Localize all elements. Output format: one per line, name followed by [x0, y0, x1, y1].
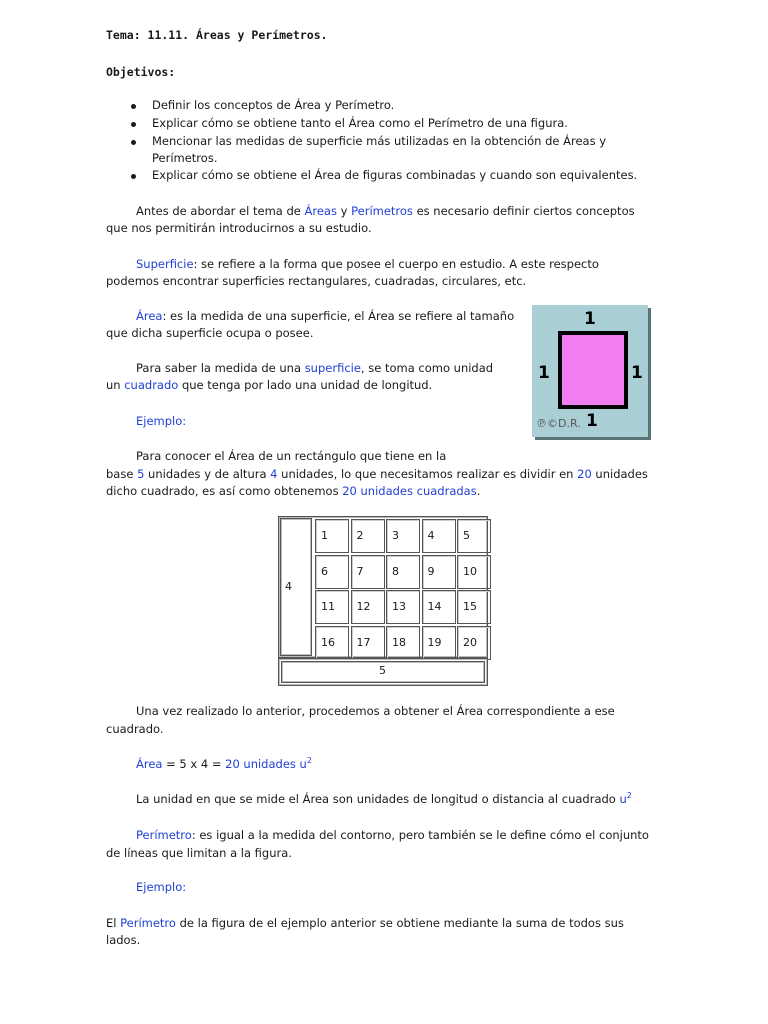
superficie-link[interactable]: superficie	[304, 361, 361, 375]
grid-cell: 5	[457, 519, 491, 553]
superficie-line-2: podemos encontrar superficies rectangulares, cuadradas, circulares, etc.	[106, 274, 527, 288]
bullet	[131, 122, 136, 127]
grid-cell: 9	[422, 555, 456, 589]
area-term[interactable]: Área	[136, 309, 163, 323]
cuadrado-link[interactable]: cuadrado	[124, 378, 179, 392]
superficie-definition: Superficie: se refiere a la forma que posee el cuerpo en estudio. A este respecto	[136, 257, 599, 271]
unidad-line-1: Para saber la medida de una superficie, se toma como unidad	[136, 361, 494, 375]
bullet	[131, 104, 136, 109]
perimetro-definition: Perímetro: es igual a la medida del contorno, pero también se le define cómo el conjunto	[136, 828, 649, 842]
intro-line-1: Antes de abordar el tema de Áreas y Perímetros es necesario definir ciertos conceptos	[136, 204, 635, 218]
area-grid	[278, 516, 490, 688]
unit-line: La unidad en que se mide el Área son unidades de longitud o distancia al cuadrado $u^2$	[136, 791, 632, 806]
top-side-label: 1	[584, 309, 596, 329]
grid-cell: 1	[315, 519, 349, 553]
final-line-2: lados.	[106, 933, 141, 947]
area-formula: Área = 5 x 4 = 20 unidades $u^2$	[136, 756, 312, 771]
perimetro-line-2: de líneas que limitan a la figura.	[106, 846, 292, 860]
final-line-1: El Perímetro de la figura de el ejemplo anterior se obtiene mediante la suma de todos sus	[106, 916, 624, 930]
grid-cell: 6	[315, 555, 349, 589]
bottom-side-label: 1	[586, 411, 598, 431]
height-label: 4	[285, 580, 292, 593]
objective-item: Explicar cómo se obtiene tanto el Área como el Perímetro de una figura.	[152, 116, 568, 130]
grid-cell: 3	[386, 519, 420, 553]
grid-cell: 11	[315, 590, 349, 624]
perimetros-link[interactable]: Perímetros	[351, 204, 413, 218]
page-title: Tema: 11.11. Áreas y Perímetros.	[106, 28, 328, 42]
rect-line-3: dicho cuadrado, es así como obtenemos 20 unidades cuadradas.	[106, 484, 481, 498]
areas-link[interactable]: Áreas	[304, 204, 337, 218]
base-label: 5	[379, 664, 386, 677]
grid-cell: 18	[386, 626, 420, 660]
grid-cell: 7	[351, 555, 385, 589]
grid-cell: 15	[457, 590, 491, 624]
grid-cell: 8	[386, 555, 420, 589]
right-side-label: 1	[631, 363, 643, 383]
superficie-term[interactable]: Superficie	[136, 257, 194, 271]
rect-line-1: Para conocer el Área de un rectángulo que tiene en la	[136, 449, 447, 463]
objective-item: Definir los conceptos de Área y Perímetro.	[152, 98, 395, 112]
unidad-line-2: un cuadrado que tenga por lado una unidad de longitud.	[106, 378, 433, 392]
objective-item: Explicar cómo se obtiene el Área de figuras combinadas y cuando son equivalentes.	[152, 168, 638, 182]
area-line-2: que dicha superficie ocupa o posee.	[106, 326, 314, 340]
objective-item: Mencionar las medidas de superficie más utilizadas en la obtención de Áreas y	[152, 134, 607, 148]
grid-cell: 16	[315, 626, 349, 660]
grid-cell: 19	[422, 626, 456, 660]
after-line-2: cuadrado.	[106, 722, 164, 736]
grid-cell: 12	[351, 590, 385, 624]
after-line-1: Una vez realizado lo anterior, procedemos a obtener el Área correspondiente a ese	[136, 704, 615, 718]
ejemplo-label-2: Ejemplo:	[136, 880, 187, 894]
perimetro-link[interactable]: Perímetro	[120, 916, 176, 930]
objective-item-continued: Perímetros.	[152, 151, 218, 165]
rect-line-2: base 5 unidades y de altura 4 unidades, lo que necesitamos realizar es dividir en 20 unidades	[106, 467, 648, 481]
watermark: ℗©D.R.	[536, 417, 581, 430]
grid-cell: 17	[351, 626, 385, 660]
area-definition: Área: es la medida de una superficie, el Área se refiere al tamaño	[136, 309, 515, 323]
unit-square-figure	[532, 305, 648, 437]
intro-line-2: que nos permitirán introducirnos a su estudio.	[106, 221, 372, 235]
bullet	[131, 174, 136, 179]
grid-cell: 13	[386, 590, 420, 624]
grid-cell: 4	[422, 519, 456, 553]
objectives-heading: Objetivos:	[106, 65, 176, 79]
pink-square	[558, 331, 628, 409]
left-side-label: 1	[538, 363, 550, 383]
grid-cell: 2	[351, 519, 385, 553]
grid-cell: 20	[457, 626, 491, 660]
ejemplo-label: Ejemplo:	[136, 414, 187, 428]
grid-cell: 14	[422, 590, 456, 624]
perimetro-term[interactable]: Perímetro	[136, 828, 192, 842]
bullet	[131, 140, 136, 145]
grid-cell: 10	[457, 555, 491, 589]
